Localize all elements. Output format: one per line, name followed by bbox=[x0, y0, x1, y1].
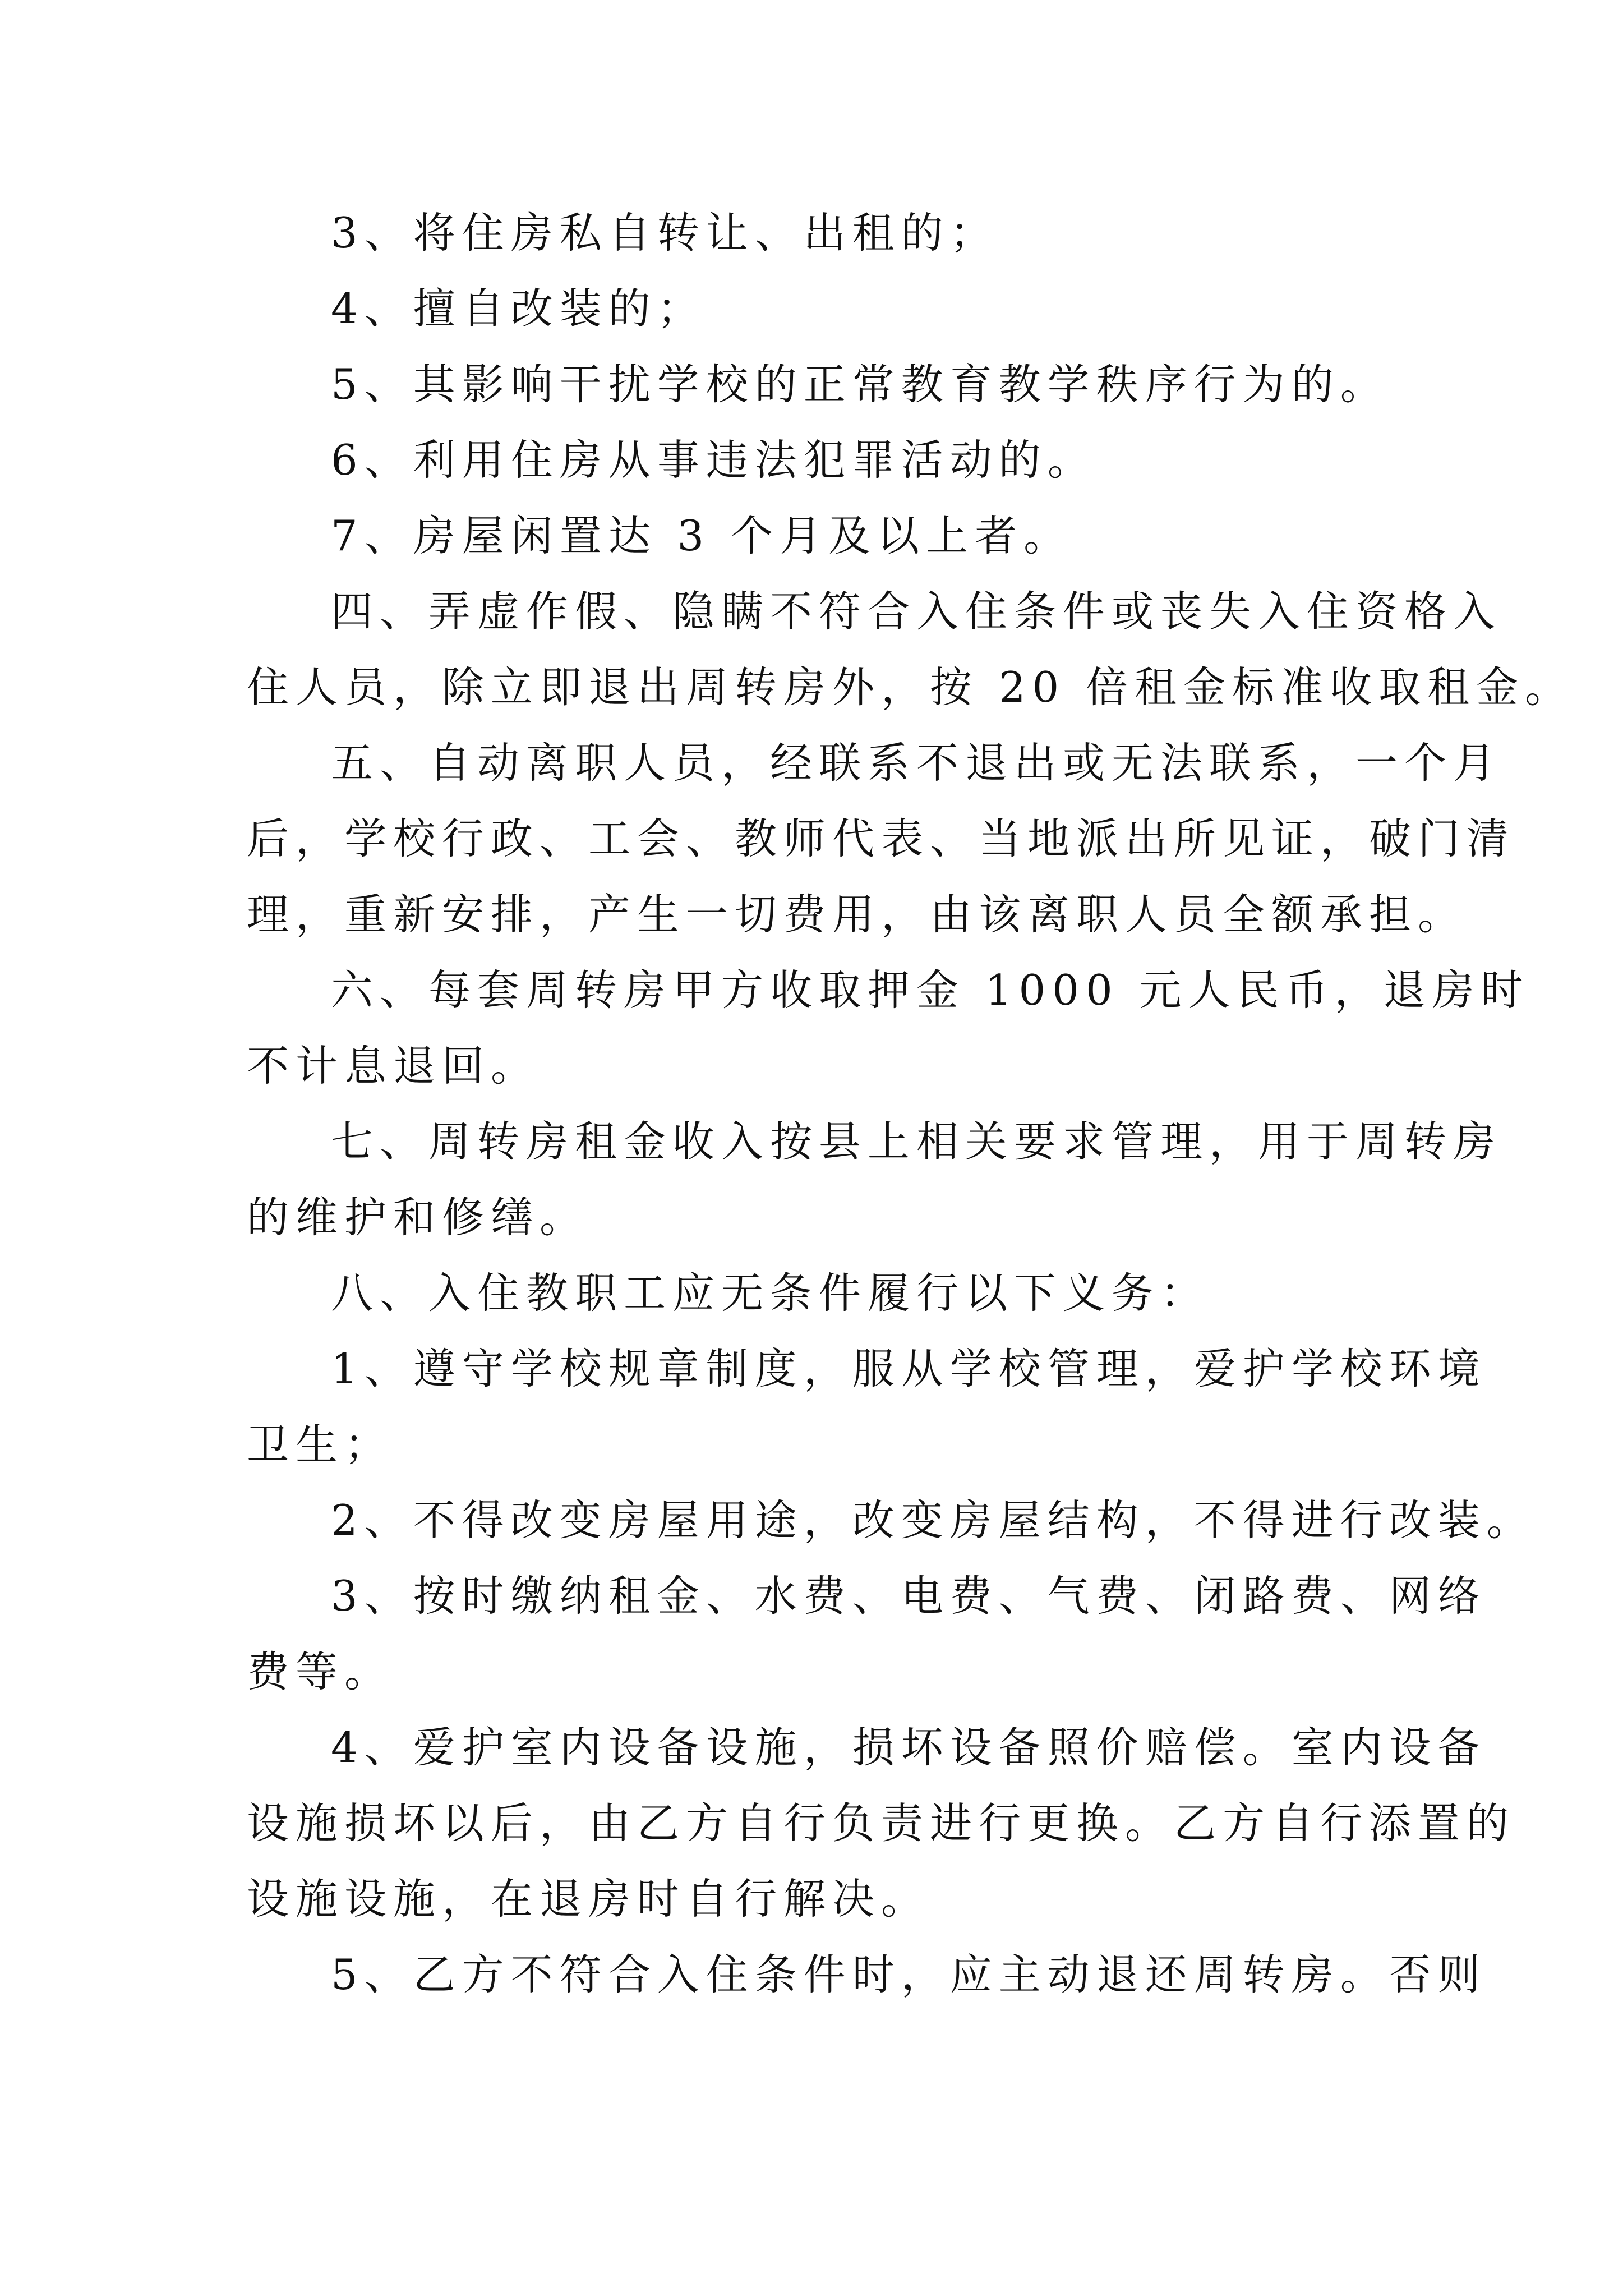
paragraph-line: 设施损坏以后，由乙方自行负责进行更换。乙方自行添置的 bbox=[247, 1798, 1516, 1848]
paragraph-line: 八、入住教职工应无条件履行以下义务： bbox=[331, 1268, 1210, 1318]
paragraph-line: 3、将住房私自转让、出租的； bbox=[331, 208, 999, 257]
paragraph-line: 7、房屋闲置达 3 个月及以上者。 bbox=[331, 511, 1073, 560]
paragraph-line: 七、周转房租金收入按县上相关要求管理，用于周转房 bbox=[331, 1117, 1502, 1166]
paragraph-line: 4、擅自改装的； bbox=[331, 284, 706, 333]
paragraph-line: 6、利用住房从事违法犯罪活动的。 bbox=[331, 435, 1096, 485]
paragraph-line: 5、其影响干扰学校的正常教育教学秩序行为的。 bbox=[331, 360, 1389, 409]
paragraph-line: 五、自动离职人员，经联系不退出或无法联系，一个月 bbox=[331, 738, 1502, 788]
paragraph-line: 5、乙方不符合入住条件时，应主动退还周转房。否则 bbox=[331, 1950, 1487, 1999]
paragraph-line: 不计息退回。 bbox=[247, 1041, 540, 1091]
paragraph-line: 住人员，除立即退出周转房外，按 20 倍租金标准收取租金。 bbox=[247, 662, 1574, 712]
paragraph-line: 四、弄虚作假、隐瞒不符合入住条件或丧失入住资格入 bbox=[331, 587, 1502, 636]
paragraph-line: 六、每套周转房甲方收取押金 1000 元人民币，退房时 bbox=[331, 965, 1530, 1015]
paragraph-line: 2、不得改变房屋用途，改变房屋结构，不得进行改装。 bbox=[331, 1496, 1536, 1545]
paragraph-line: 卫生； bbox=[247, 1420, 394, 1469]
paragraph-line: 费等。 bbox=[247, 1647, 394, 1696]
paragraph-line: 3、按时缴纳租金、水费、电费、气费、闭路费、网络 bbox=[331, 1571, 1487, 1621]
paragraph-line: 4、爱护室内设备设施，损坏设备照价赔偿。室内设备 bbox=[331, 1723, 1487, 1772]
paragraph-line: 设施设施，在退房时自行解决。 bbox=[247, 1874, 930, 1924]
paragraph-line: 后，学校行政、工会、教师代表、当地派出所见证，破门清 bbox=[247, 814, 1516, 863]
paragraph-line: 1、遵守学校规章制度，服从学校管理，爱护学校环境 bbox=[331, 1344, 1487, 1393]
paragraph-line: 理，重新安排，产生一切费用，由该离职人员全额承担。 bbox=[247, 890, 1467, 939]
paragraph-line: 的维护和修缮。 bbox=[247, 1193, 589, 1242]
